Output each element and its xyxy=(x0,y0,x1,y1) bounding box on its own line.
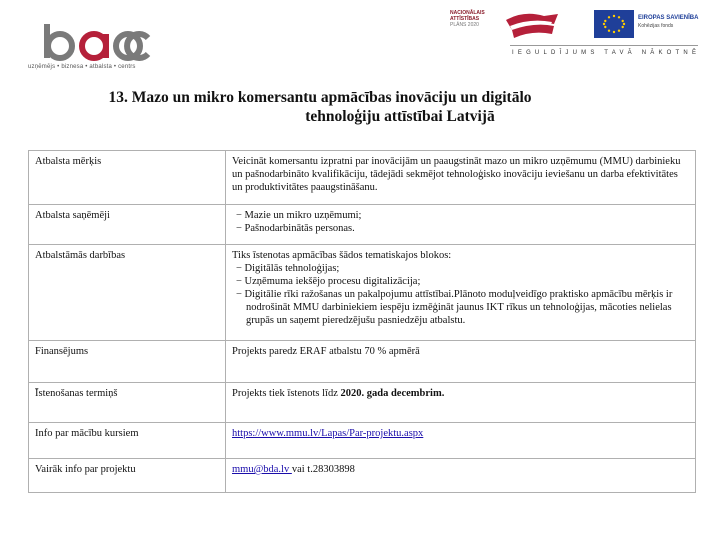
nap-logo-text xyxy=(450,10,502,28)
table-row xyxy=(29,151,696,205)
row-value xyxy=(226,245,696,341)
row-value xyxy=(226,383,696,423)
table-row xyxy=(29,459,696,493)
list-item: − Digitālie rīki ražošanas un pakalpojumu attīstībai.Plānoto moduļveidīgo praktisko apmācību mērķis ir nodrošināt MMU darbiniekiem iespēju izmēģināt jaunus IKT rīkus un tehnoloģijas, mācoties nelielas grupās un saņemt pieredzējušu pasniedzēju atbalstu. xyxy=(232,288,689,327)
row-label: Atbalstāmās darbības xyxy=(29,245,226,341)
row-label: Vairāk info par projektu xyxy=(29,459,226,493)
deadline-prefix: Projekts tiek īstenots līdz xyxy=(232,388,341,399)
table-row xyxy=(29,383,696,423)
eu-subtitle: Kohēzijas fonds xyxy=(638,23,674,29)
list-item: − Mazie un mikro uzņēmumi; xyxy=(232,209,689,222)
info-table xyxy=(28,150,696,493)
title-line-2: tehnoloģiju attīstībai Latvijā xyxy=(305,108,495,125)
list-item: − Digitālās tehnoloģijas; xyxy=(232,262,689,275)
table-row xyxy=(29,341,696,383)
row-label: Info par mācību kursiem xyxy=(29,423,226,459)
email-link[interactable]: mmu@bda.lv xyxy=(232,464,292,475)
row-value xyxy=(226,459,696,493)
table-row xyxy=(29,245,696,341)
row-label: Finansējums xyxy=(29,341,226,383)
nap-line-2: ATTĪSTĪBAS xyxy=(450,16,480,22)
eu-flag-icon xyxy=(594,10,634,38)
row-value: Veicināt komersantu izpratni par inovācijām un paaugstināt mazo un mikro uzņēmumu (MMU) darbinieku un pašnodarbināto kvalifikāciju, tādejādi sekmējot tehnoloģisko inovāciju ieviešanu un darba efektivitātes un produktivitātes paaugstināšanu. xyxy=(226,151,696,205)
partner-logos xyxy=(448,4,701,64)
row-value xyxy=(226,423,696,459)
row-label: Atbalsta saņēmēji xyxy=(29,205,226,245)
row-intro: Tiks īstenotas apmācības šādos tematiskajos blokos: xyxy=(232,250,452,261)
page-title xyxy=(60,88,620,126)
row-label: Īstenošanas termiņš xyxy=(29,383,226,423)
latvia-ribbon-icon xyxy=(504,10,560,40)
divider xyxy=(510,45,698,46)
eu-title: EIROPAS SAVIENĪBA xyxy=(638,15,699,21)
table-row xyxy=(29,423,696,459)
nap-line-1: NACIONĀLAIS xyxy=(450,10,485,16)
row-label: Atbalsta mērķis xyxy=(29,151,226,205)
list-item: − Uzņēmuma iekšējo procesu digitalizācija; xyxy=(232,275,689,288)
deadline-date: 2020. gada decembrim. xyxy=(340,388,445,399)
title-line-1: 13. Mazo un mikro komersantu apmācības inovāciju un digitālo xyxy=(108,89,532,106)
nap-line-3: PLĀNS 2020 xyxy=(450,22,479,28)
list-item: − Pašnodarbinātās personas. xyxy=(232,222,689,235)
row-value xyxy=(226,205,696,245)
row-value: Projekts paredz ERAF atbalstu 70 % apmērā xyxy=(226,341,696,383)
table-row xyxy=(29,205,696,245)
logo-tagline: uzņēmējs • biznesa • atbalsta • centrs xyxy=(28,64,136,70)
eu-logo-text xyxy=(638,14,698,30)
nap-logo xyxy=(448,8,563,46)
eu-logo xyxy=(594,10,700,40)
motto: IEGULDĪJUMS TAVĀ NĀKOTNĒ xyxy=(512,50,701,56)
phone-text: vai t.28303898 xyxy=(291,464,355,475)
courses-link[interactable]: https://www.mmu.lv/Lapas/Par-projektu.aspx xyxy=(232,428,424,439)
